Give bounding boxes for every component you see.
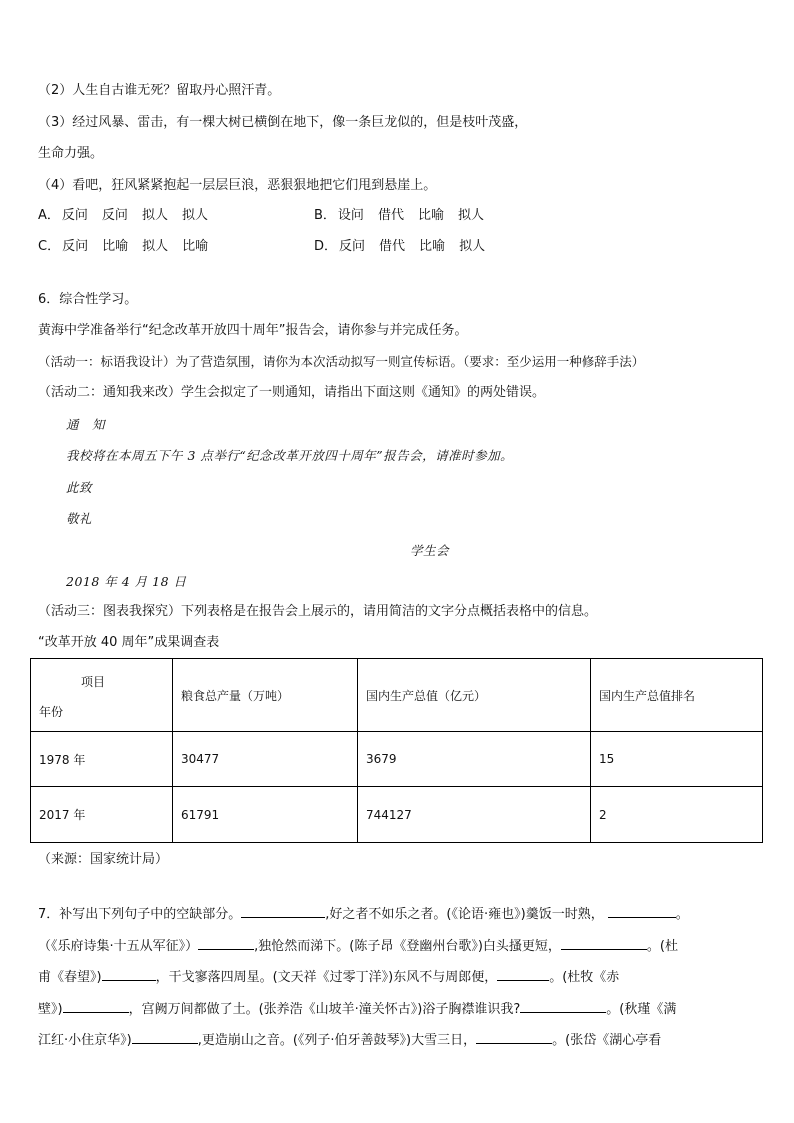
option-word: 比喻 xyxy=(417,208,444,223)
answer-blank[interactable] xyxy=(102,966,156,981)
table-source: （来源：国家统计局） xyxy=(38,852,169,867)
q5-option-d xyxy=(314,238,499,256)
answer-blank[interactable] xyxy=(63,998,129,1013)
option-word: 比喻 xyxy=(419,239,446,254)
option-word: 借代 xyxy=(377,208,404,223)
q7-line-1 xyxy=(38,903,689,924)
answer-blank[interactable] xyxy=(561,935,647,950)
q7-line-3 xyxy=(38,966,619,987)
notice-closing-1: 此致 xyxy=(66,480,93,495)
table-corner-cell xyxy=(31,659,173,732)
notice-title: 通 知 xyxy=(66,417,106,432)
table-row xyxy=(31,732,763,787)
table-header: 国内生产总值（亿元） xyxy=(358,659,591,732)
option-word: 拟人 xyxy=(459,239,486,254)
option-word: 反问 xyxy=(62,239,89,254)
table-cell: 61791 xyxy=(173,787,358,843)
option-word: 拟人 xyxy=(142,239,169,254)
option-label: B． xyxy=(314,208,336,223)
q7-text: 甫《春望》) xyxy=(38,970,102,985)
survey-table xyxy=(30,658,763,843)
corner-label-project: 项目 xyxy=(81,675,106,689)
q7-text: 。(杜牧《赤 xyxy=(549,970,620,985)
answer-blank[interactable] xyxy=(198,935,254,950)
option-word: 拟人 xyxy=(181,208,208,223)
q7-text: 。(张岱《湖心亭看 xyxy=(552,1033,662,1048)
option-label: A． xyxy=(38,208,60,223)
option-word: 反问 xyxy=(339,239,366,254)
q6-activity-3: （活动三：图表我探究）下列表格是在报告会上展示的，请用简洁的文字分点概括表格中的信息。 xyxy=(38,604,598,619)
table-cell-year: 1978 年 xyxy=(31,732,173,787)
notice-closing-2: 敬礼 xyxy=(66,511,93,526)
q7-text: ，干戈寥落四周星。(文天祥《过零丁洋》)东风不与周郎便， xyxy=(155,970,498,985)
q7-text: ，宫阙万间都做了土。(张养浩《山坡羊·潼关怀古》)浴子胸襟谁识我? xyxy=(128,1002,521,1017)
option-word: 拟人 xyxy=(457,208,484,223)
option-label: C． xyxy=(38,239,61,254)
corner-label-year: 年份 xyxy=(39,705,64,719)
table-header-row xyxy=(31,659,763,732)
table-cell-year: 2017 年 xyxy=(31,787,173,843)
table-cell: 15 xyxy=(591,732,763,787)
q5-item-3: （3）经过风暴、雷击，有一棵大树已横倒在地下，像一条巨龙似的，但是枝叶茂盛， xyxy=(38,115,528,130)
option-word: 反问 xyxy=(101,208,128,223)
q5-item-4: （4）看吧，狂风紧紧抱起一层层巨浪，恶狠狠地把它们甩到悬崖上。 xyxy=(38,178,437,193)
table-title: “改革开放 40 周年”成果调查表 xyxy=(38,635,220,650)
option-word: 比喻 xyxy=(102,239,129,254)
q6-activity-2: （活动二：通知我来改）学生会拟定了一则通知，请指出下面这则《通知》的两处错误。 xyxy=(38,385,546,400)
q7-line-2 xyxy=(38,935,678,956)
q7-text: 壁》) xyxy=(38,1002,63,1017)
option-word: 借代 xyxy=(379,239,406,254)
option-word: 反问 xyxy=(61,208,88,223)
option-word: 比喻 xyxy=(182,239,209,254)
notice-body: 我校将在本周五下午 3 点举行“纪念改革开放四十周年”报告会，请准时参加。 xyxy=(66,448,514,463)
option-word: 拟人 xyxy=(141,208,168,223)
q7-text: ,好之者不如乐之者。(《论语·雍也》)羹饭一时熟， xyxy=(325,907,604,922)
answer-blank[interactable] xyxy=(520,998,606,1013)
answer-blank[interactable] xyxy=(497,966,549,981)
q6-title: 6．综合性学习。 xyxy=(38,292,138,307)
q5-option-a xyxy=(38,207,222,225)
notice-signer: 学生会 xyxy=(410,543,450,558)
option-word: 设问 xyxy=(337,208,364,223)
q7-line-4 xyxy=(38,998,676,1019)
q5-option-c xyxy=(38,238,222,256)
q5-option-b xyxy=(314,207,498,225)
q6-intro: 黄海中学准备举行“纪念改革开放四十周年”报告会，请你参与并完成任务。 xyxy=(38,323,468,338)
q6-activity-1: （活动一：标语我设计）为了营造氛围，请你为本次活动拟写一则宣传标语。（要求：至少运用一种修辞手法） xyxy=(38,354,645,369)
q7-text: 。 xyxy=(675,907,689,922)
table-row xyxy=(31,787,763,843)
answer-blank[interactable] xyxy=(476,1029,552,1044)
q5-item-3-cont: 生命力强。 xyxy=(38,146,104,161)
answer-blank[interactable] xyxy=(608,903,676,918)
notice-date: 2018 年 4 月 18 日 xyxy=(66,574,187,589)
q7-text: 。(秋瑾《满 xyxy=(606,1002,677,1017)
q7-text: 江红·小住京华》) xyxy=(38,1033,132,1048)
table-cell: 3679 xyxy=(358,732,591,787)
option-label: D． xyxy=(314,239,338,254)
q5-item-2: （2）人生自古谁无死？留取丹心照汗青。 xyxy=(38,83,281,98)
q7-text: （《乐府诗集·十五从军征》） xyxy=(38,939,199,954)
q7-text: ,独怆然而涕下。(陈子昂《登幽州台歌》)白头搔更短， xyxy=(254,939,561,954)
q7-text: ,更造崩山之音。(《列子·伯牙善鼓琴》)大雪三日， xyxy=(197,1033,477,1048)
table-cell: 744127 xyxy=(358,787,591,843)
table-header: 国内生产总值排名 xyxy=(591,659,763,732)
q7-text: 。(杜 xyxy=(646,939,678,954)
table-cell: 30477 xyxy=(173,732,358,787)
answer-blank[interactable] xyxy=(132,1029,198,1044)
table-header: 粮食总产量（万吨） xyxy=(173,659,358,732)
answer-blank[interactable] xyxy=(241,903,325,918)
q7-text: 7．补写出下列句子中的空缺部分。 xyxy=(38,907,242,922)
table-cell: 2 xyxy=(591,787,763,843)
q7-line-5 xyxy=(38,1029,661,1050)
